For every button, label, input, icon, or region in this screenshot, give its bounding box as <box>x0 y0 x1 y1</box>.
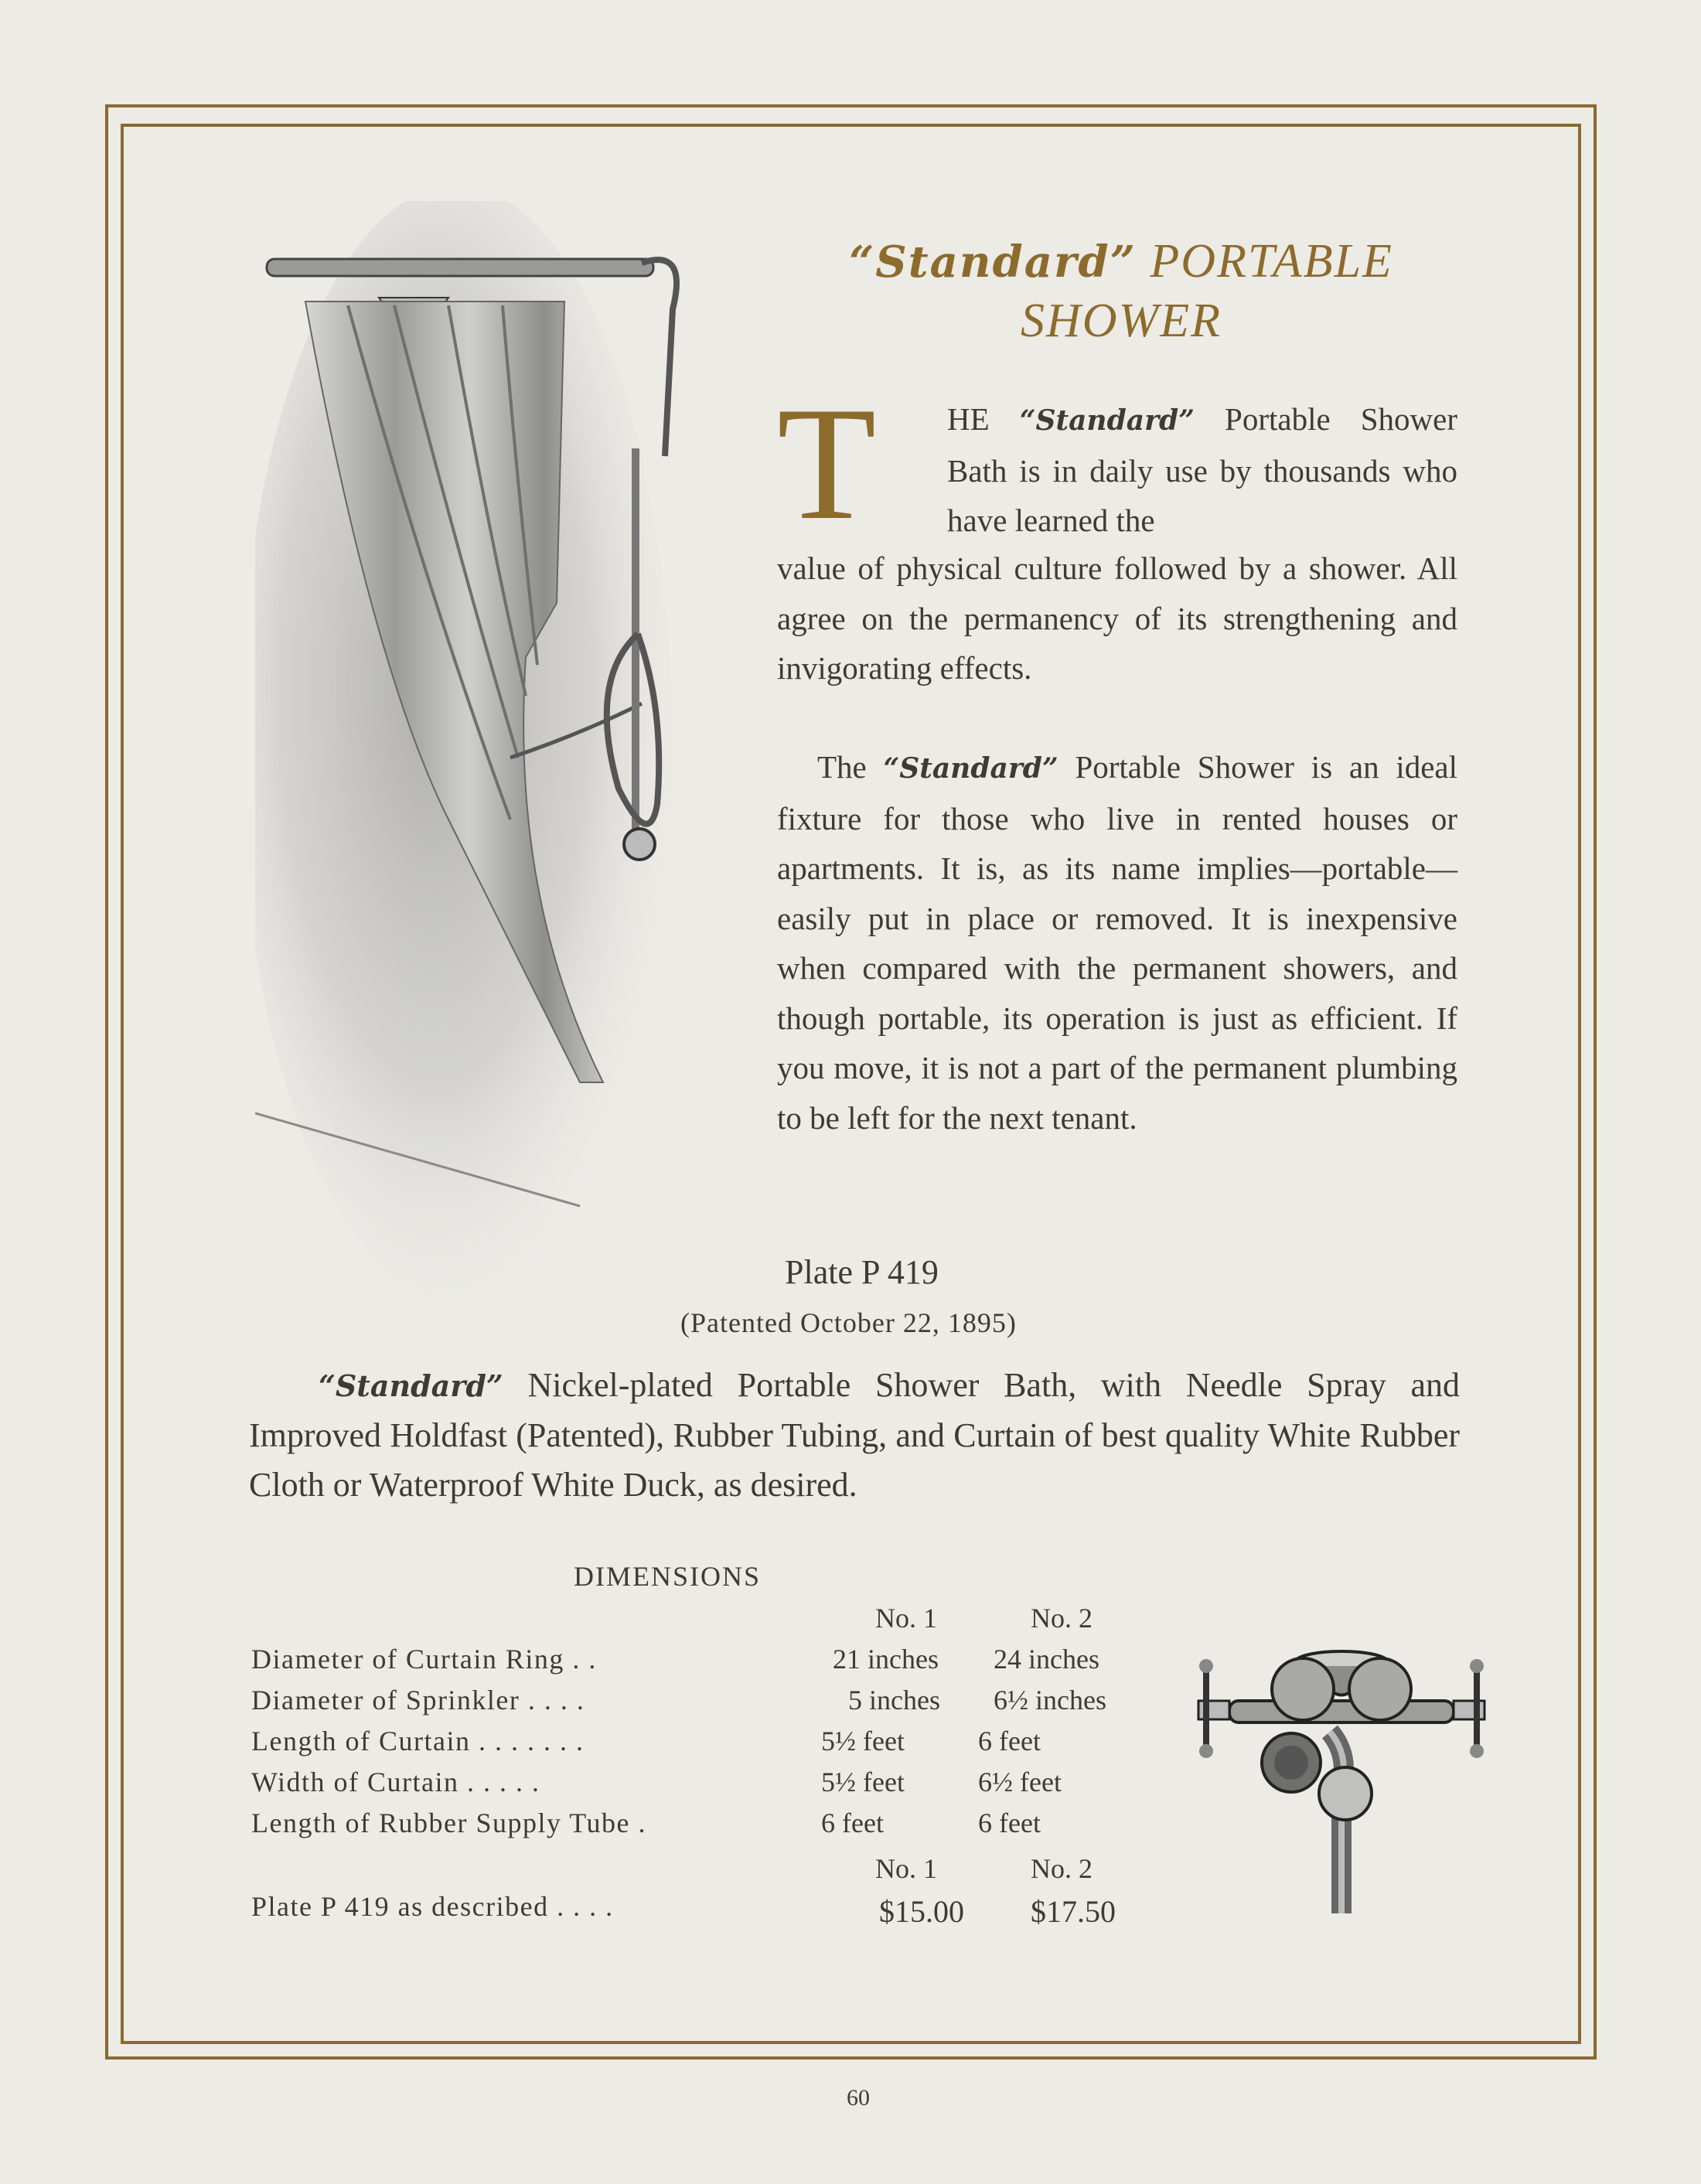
row-label: Plate P 419 as described . . . . <box>251 1891 614 1922</box>
paragraph-1-first-lines: Portable Shower Bath is in daily use by thousands who have learned the <box>947 401 1458 538</box>
row-value-no2: 6 feet <box>978 1808 1041 1838</box>
dimensions-heading: DIMENSIONS <box>574 1561 762 1592</box>
price-header-no1: No. 1 <box>875 1853 937 1884</box>
table-row <box>251 1766 540 1798</box>
row-label: Length of Rubber Supply Tube . <box>251 1808 647 1838</box>
paragraph-1-continued: value of physical culture followed by a shower. All agree on the permanency of its strengthening and invigorating effects. <box>777 550 1457 686</box>
page-title <box>781 232 1461 350</box>
row-label: Width of Curtain . . . . . <box>251 1767 540 1797</box>
page-number: 60 <box>847 2085 870 2111</box>
paragraph-2 <box>777 742 1457 1143</box>
title-line-2: SHOWER <box>1021 295 1222 347</box>
row-label: Length of Curtain . . . . . . . <box>251 1726 585 1756</box>
brand-name: “Standard” <box>849 237 1137 288</box>
row-value-no1: 5½ feet <box>821 1726 905 1756</box>
brand-name: “Standard” <box>1019 404 1195 437</box>
row-value-no2: 6½ feet <box>978 1767 1062 1797</box>
column-header-no2: No. 2 <box>1031 1603 1093 1634</box>
mixing-faucet-illustration <box>1183 1616 1500 1917</box>
drop-cap: T <box>777 374 877 554</box>
paragraph-2-start: The <box>817 749 867 785</box>
row-label: Diameter of Curtain Ring . . <box>251 1644 597 1675</box>
description-text: Nickel-plated Portable Shower Bath, with Needle Spray and Improved Holdfast (Patented), Rubber Tubing, and Curtain of best quality White Rubber Cloth or Waterproof White Duck, as desired. <box>249 1366 1461 1504</box>
table-row <box>251 1643 597 1675</box>
row-value-no2: 6½ inches <box>994 1685 1106 1716</box>
plate-number: Plate P 419 <box>785 1253 939 1291</box>
price-row <box>251 1890 614 1923</box>
row-value-no1: 21 inches <box>833 1644 939 1675</box>
brand-name: “Standard” <box>319 1368 503 1403</box>
brand-name: “Standard” <box>883 752 1058 785</box>
title-line-1: PORTABLE <box>1150 235 1393 288</box>
row-value-no1: 5 inches <box>848 1685 940 1716</box>
product-description <box>249 1361 1460 1510</box>
patent-note: (Patented October 22, 1895) <box>680 1307 1017 1338</box>
table-row <box>251 1684 585 1716</box>
row-value-no2: 24 inches <box>994 1644 1099 1675</box>
price-header-no2: No. 2 <box>1031 1853 1093 1884</box>
row-value-no1: 5½ feet <box>821 1767 905 1797</box>
paragraph-2-text: Portable Shower is an ideal fixture for those who live in rented houses or apartments. It is, as its name implies—portable—easily put in place or removed. It is inexpensive when compared with the permanent showers, and though portable, its operation is just as efficient. If you move, it is not a part of the permanent plumbing to be left for the next tenant. <box>777 749 1458 1136</box>
price-no1: $15.00 <box>879 1894 964 1929</box>
price-no2: $17.50 <box>1031 1894 1116 1929</box>
row-value-no1: 6 feet <box>821 1808 884 1838</box>
column-header-no1: No. 1 <box>875 1603 937 1634</box>
shower-curtain-illustration <box>255 201 688 1314</box>
row-value-no2: 6 feet <box>978 1726 1041 1756</box>
row-label: Diameter of Sprinkler . . . . <box>251 1685 585 1716</box>
paragraph-1-start: HE <box>947 401 990 437</box>
table-row <box>251 1725 584 1757</box>
table-row <box>251 1807 646 1839</box>
paragraph-1-intro <box>947 394 1457 546</box>
